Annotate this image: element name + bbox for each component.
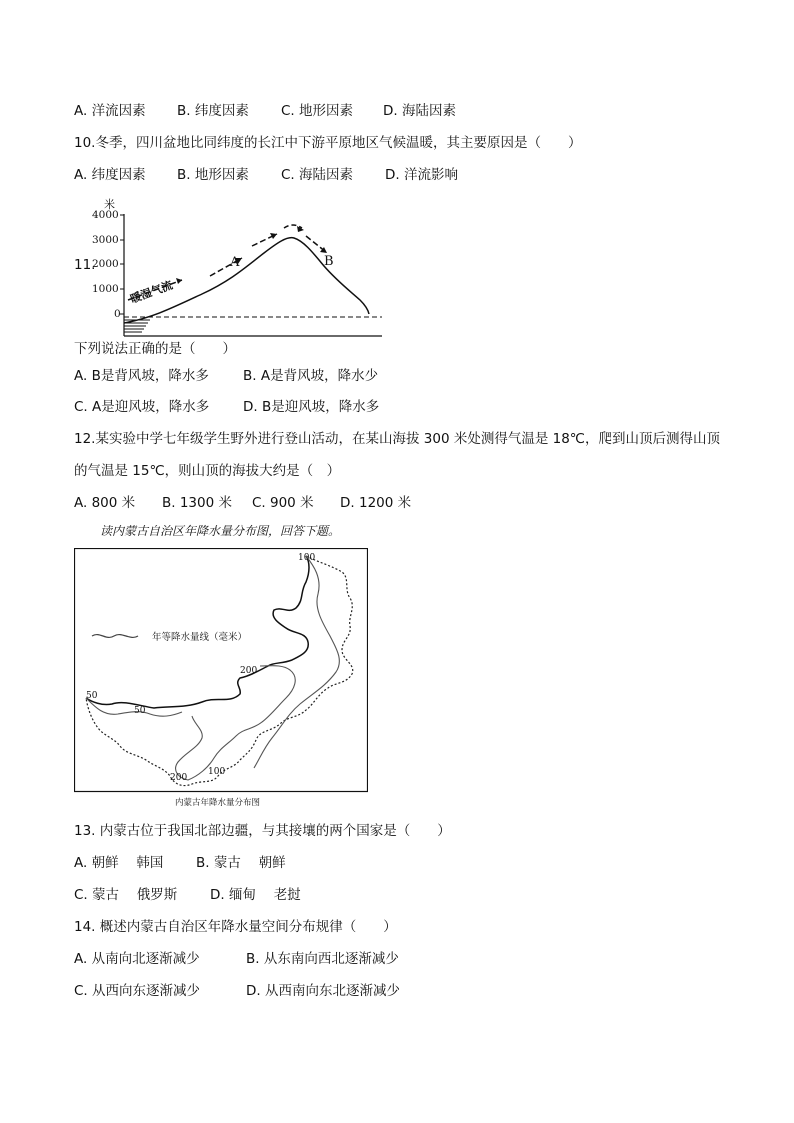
q14-options-row1 — [74, 950, 399, 968]
q11-option-b: B. A是背风坡，降水少 — [243, 368, 379, 384]
elevation-unit-label: 米 — [104, 198, 115, 211]
q13-option-c: C. 蒙古 俄罗斯 — [74, 887, 178, 903]
q13-option-b: B. 蒙古 朝鲜 — [196, 855, 286, 871]
q12-option-a: A. 800 米 — [74, 495, 136, 511]
isoline-label-100-south: 100 — [208, 767, 226, 777]
isoline-label-100-top: 100 — [298, 553, 316, 563]
q14-option-b: B. 从东南向西北逐渐减少 — [246, 951, 399, 967]
isoline-label-200-south: 200 — [170, 773, 188, 783]
q9-option-c: C. 地形因素 — [281, 103, 354, 119]
tick-label-4000: 4000 — [92, 209, 119, 221]
isoline-label-200-mid: 200 — [240, 666, 258, 676]
q14-option-c: C. 从西向东逐渐减少 — [74, 983, 201, 999]
q9-options — [74, 102, 456, 120]
q10-stem: 10.冬季，四川盆地比同纬度的长江中下游平原地区气候温暖，其主要原因是（ ） — [74, 135, 582, 151]
precipitation-map — [74, 548, 368, 812]
q11-number: 11. — [74, 257, 96, 273]
q11-options-row1 — [74, 367, 378, 385]
q13-stem: 13. 内蒙古位于我国北部边疆，与其接壤的两个国家是（ ） — [74, 823, 451, 839]
q12-option-d: D. 1200 米 — [340, 495, 412, 511]
q11-option-d: D. B是迎风坡，降水多 — [243, 399, 380, 415]
slope-label-b: B — [324, 254, 334, 269]
tick-label-1000: 1000 — [92, 283, 119, 295]
isoline-label-50-inner: 50 — [134, 706, 146, 716]
mountain-airflow-figure — [92, 196, 386, 340]
q10-option-c: C. 海陆因素 — [281, 167, 354, 183]
q12-stem-line2: 的气温是 15℃，则山顶的海拔大约是（ ） — [74, 463, 341, 479]
legend-label: 年等降水量线（毫米） — [152, 632, 248, 643]
q13-option-a: A. 朝鲜 韩国 — [74, 855, 164, 871]
q14-options-row2 — [74, 982, 400, 1000]
q9-option-d: D. 海陆因素 — [383, 103, 456, 119]
q13-option-d: D. 缅甸 老挝 — [210, 887, 301, 903]
tick-label-2000: 2000 — [92, 258, 119, 270]
tick-label-3000: 3000 — [92, 234, 119, 246]
q10-option-b: B. 地形因素 — [177, 167, 249, 183]
q12-stem-line1: 12.某实验中学七年级学生野外进行登山活动，在某山海拔 300 米处测得气温是 18℃，爬到山顶后测得山顶 — [74, 431, 720, 447]
q10-option-d: D. 洋流影响 — [385, 167, 458, 183]
airflow-label: 暖湿气流 — [128, 278, 175, 306]
slope-label-a: A — [230, 255, 240, 270]
map-intro: 读内蒙古自治区年降水量分布图，回答下题。 — [100, 524, 341, 538]
q10-options — [74, 166, 458, 184]
tick-label-0: 0 — [114, 308, 121, 320]
q12-option-c: C. 900 米 — [252, 495, 314, 511]
arrowhead — [270, 233, 277, 239]
map-caption: 内蒙古年降水量分布图 — [175, 798, 261, 808]
q11-options-row2 — [74, 398, 379, 416]
mountain-profile — [124, 238, 369, 323]
q14-stem: 14. 概述内蒙古自治区年降水量空间分布规律（ ） — [74, 919, 397, 935]
q14-option-d: D. 从西南向东北逐渐减少 — [246, 983, 400, 999]
q11-option-c: C. A是迎风坡，降水多 — [74, 399, 210, 415]
q12-option-b: B. 1300 米 — [162, 495, 232, 511]
q11-option-a: A. B是背风坡，降水多 — [74, 368, 209, 384]
q10-option-a: A. 纬度因素 — [74, 167, 146, 183]
map-frame — [75, 549, 368, 792]
q9-option-a: A. 洋流因素 — [74, 103, 146, 119]
q11-stem: 下列说法正确的是（ ） — [74, 341, 236, 357]
q13-options-row1 — [74, 854, 286, 872]
q12-options — [74, 494, 411, 512]
isoline-label-50-west: 50 — [86, 691, 98, 701]
q14-option-a: A. 从南向北逐渐减少 — [74, 951, 200, 967]
q13-options-row2 — [74, 886, 301, 904]
q9-option-b: B. 纬度因素 — [177, 103, 249, 119]
